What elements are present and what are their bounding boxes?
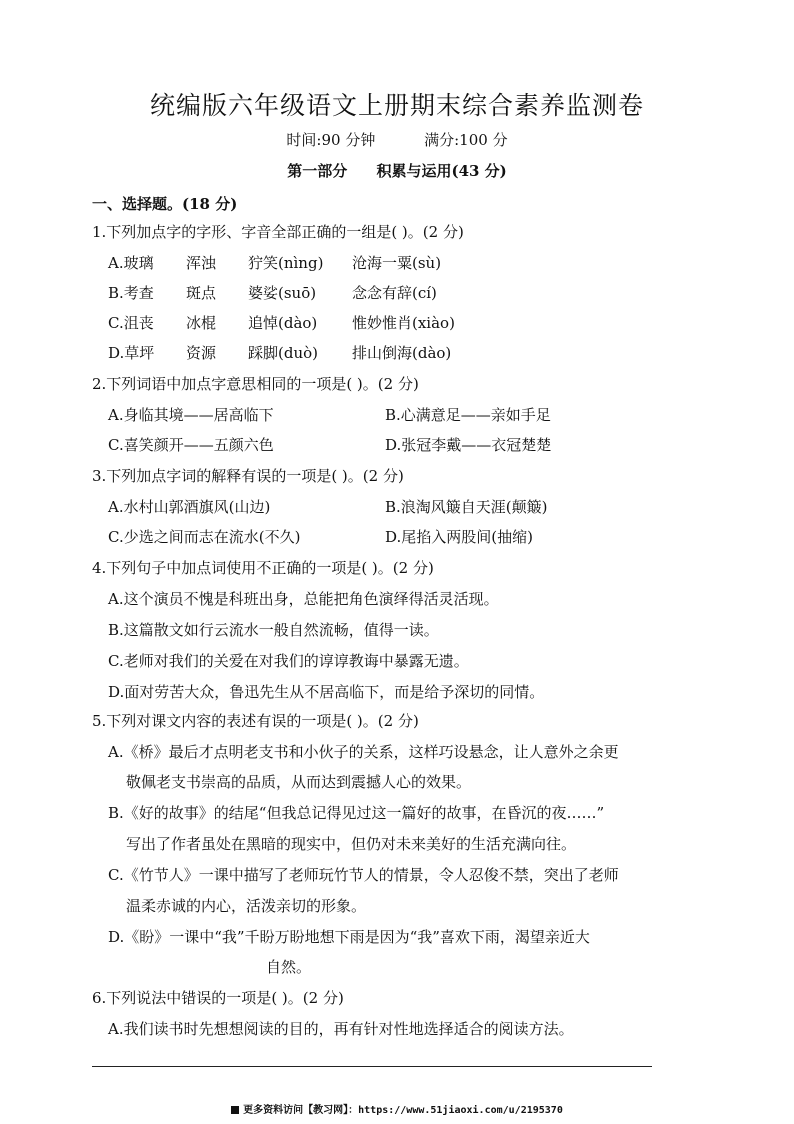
- q3-option-a: A.水村山郭酒旗风(山边): [108, 498, 271, 516]
- section-heading: 一、选择题。(18 分): [92, 195, 238, 213]
- q1-c-word1: C.沮丧: [108, 314, 154, 332]
- q3-option-c: C.少选之间而志在流水(不久): [108, 528, 301, 546]
- q1-d-word3: 踩脚(duò): [248, 344, 318, 362]
- q1-a-word1: A.玻璃: [108, 254, 154, 272]
- q4-option-b: B.这篇散文如行云流水一般自然流畅，值得一读。: [108, 621, 439, 639]
- exam-score: 满分:100 分: [424, 131, 508, 149]
- question-3: 3.下列加点字词的解释有误的一项是( )。(2 分): [92, 467, 404, 485]
- exam-time: 时间:90 分钟: [286, 131, 376, 149]
- q3-option-d: D.尾掐入两股间(抽缩): [385, 528, 533, 546]
- q1-option-b: [108, 283, 437, 303]
- q5-option-c-cont: 温柔赤诚的内心，活泼亲切的形象。: [126, 897, 367, 915]
- q1-option-a: [108, 253, 441, 273]
- q4-option-d: D.面对劳苦大众，鲁迅先生从不居高临下，而是给予深切的同情。: [108, 683, 545, 701]
- part-title: 积累与运用(43 分): [376, 162, 507, 180]
- q1-option-c: [108, 313, 455, 333]
- q5-option-b: B.《好的故事》的结尾“但我总记得见过这一篇好的故事，在昏沉的夜……”: [108, 804, 605, 822]
- q1-c-word2: 冰棍: [186, 314, 217, 332]
- q1-c-word4: 惟妙惟肖(xiào): [352, 314, 455, 332]
- q1-d-word4: 排山倒海(dào): [352, 344, 452, 362]
- q2-option-c: C.喜笑颜开——五颜六色: [108, 436, 274, 454]
- q3-option-b: B.浪淘风簸自天涯(颠簸): [385, 498, 548, 516]
- q2-option-a: A.身临其境——居高临下: [108, 406, 274, 424]
- q1-a-word4: 沧海一粟(sù): [352, 254, 442, 272]
- footer-divider: [92, 1066, 652, 1067]
- q1-b-word2: 斑点: [186, 284, 217, 302]
- part-number: 第一部分: [287, 162, 348, 180]
- q1-d-word2: 资源: [186, 344, 217, 362]
- q1-b-word3: 婆娑(suō): [248, 284, 317, 302]
- q5-option-a: A.《桥》最后才点明老支书和小伙子的关系，这样巧设悬念，让人意外之余更: [108, 743, 619, 761]
- q1-a-word3: 狞笑(nìng): [248, 254, 324, 272]
- q1-b-word1: B.考查: [108, 284, 154, 302]
- question-5: 5.下列对课文内容的表述有误的一项是( )。(2 分): [92, 712, 419, 730]
- q4-option-c: C.老师对我们的关爱在对我们的谆谆教诲中暴露无遗。: [108, 652, 469, 670]
- footer-text: 更多资料访问【教习网】：https://www.51jiaoxi.com/u/2195370: [243, 1105, 563, 1116]
- q5-option-d: D.《盼》一课中“我”千盼万盼地想下雨是因为“我”喜欢下雨，渴望亲近大: [108, 928, 590, 946]
- q5-option-c: C.《竹节人》一课中描写了老师玩竹节人的情景，令人忍俊不禁，突出了老师: [108, 866, 619, 884]
- q5-option-a-cont: 敬佩老支书崇高的品质，从而达到震撼人心的效果。: [126, 773, 472, 791]
- q5-option-b-cont: 写出了作者虽处在黑暗的现实中，但仍对未来美好的生活充满向往。: [126, 835, 577, 853]
- q1-d-word1: D.草坪: [108, 344, 155, 362]
- q4-option-a: A.这个演员不愧是科班出身，总能把角色演绎得活灵活现。: [108, 590, 499, 608]
- q5-option-d-cont: 自然。: [266, 958, 312, 976]
- q1-b-word4: 念念有辞(cí): [352, 284, 437, 302]
- q2-option-b: B.心满意足——亲如手足: [385, 406, 551, 424]
- footer-link[interactable]: [0, 1101, 794, 1116]
- question-6: 6.下列说法中错误的一项是( )。(2 分): [92, 989, 344, 1007]
- question-2: 2.下列词语中加点字意思相同的一项是( )。(2 分): [92, 375, 419, 393]
- question-1: 1.下列加点字的字形、字音全部正确的一组是( )。(2 分): [92, 223, 464, 241]
- part-heading: [0, 160, 794, 181]
- q1-option-d: [108, 343, 451, 363]
- exam-meta: [0, 129, 794, 150]
- q6-option-a: A.我们读书时先想想阅读的目的，再有针对性地选择适合的阅读方法。: [108, 1020, 574, 1038]
- q1-c-word3: 追悼(dào): [248, 314, 318, 332]
- q2-option-d: D.张冠李戴——衣冠楚楚: [385, 436, 552, 454]
- flag-icon: [231, 1106, 239, 1114]
- question-4: 4.下列句子中加点词使用不正确的一项是( )。(2 分): [92, 559, 434, 577]
- page-title: 统编版六年级语文上册期末综合素养监测卷: [149, 91, 644, 120]
- q1-a-word2: 浑浊: [186, 254, 217, 272]
